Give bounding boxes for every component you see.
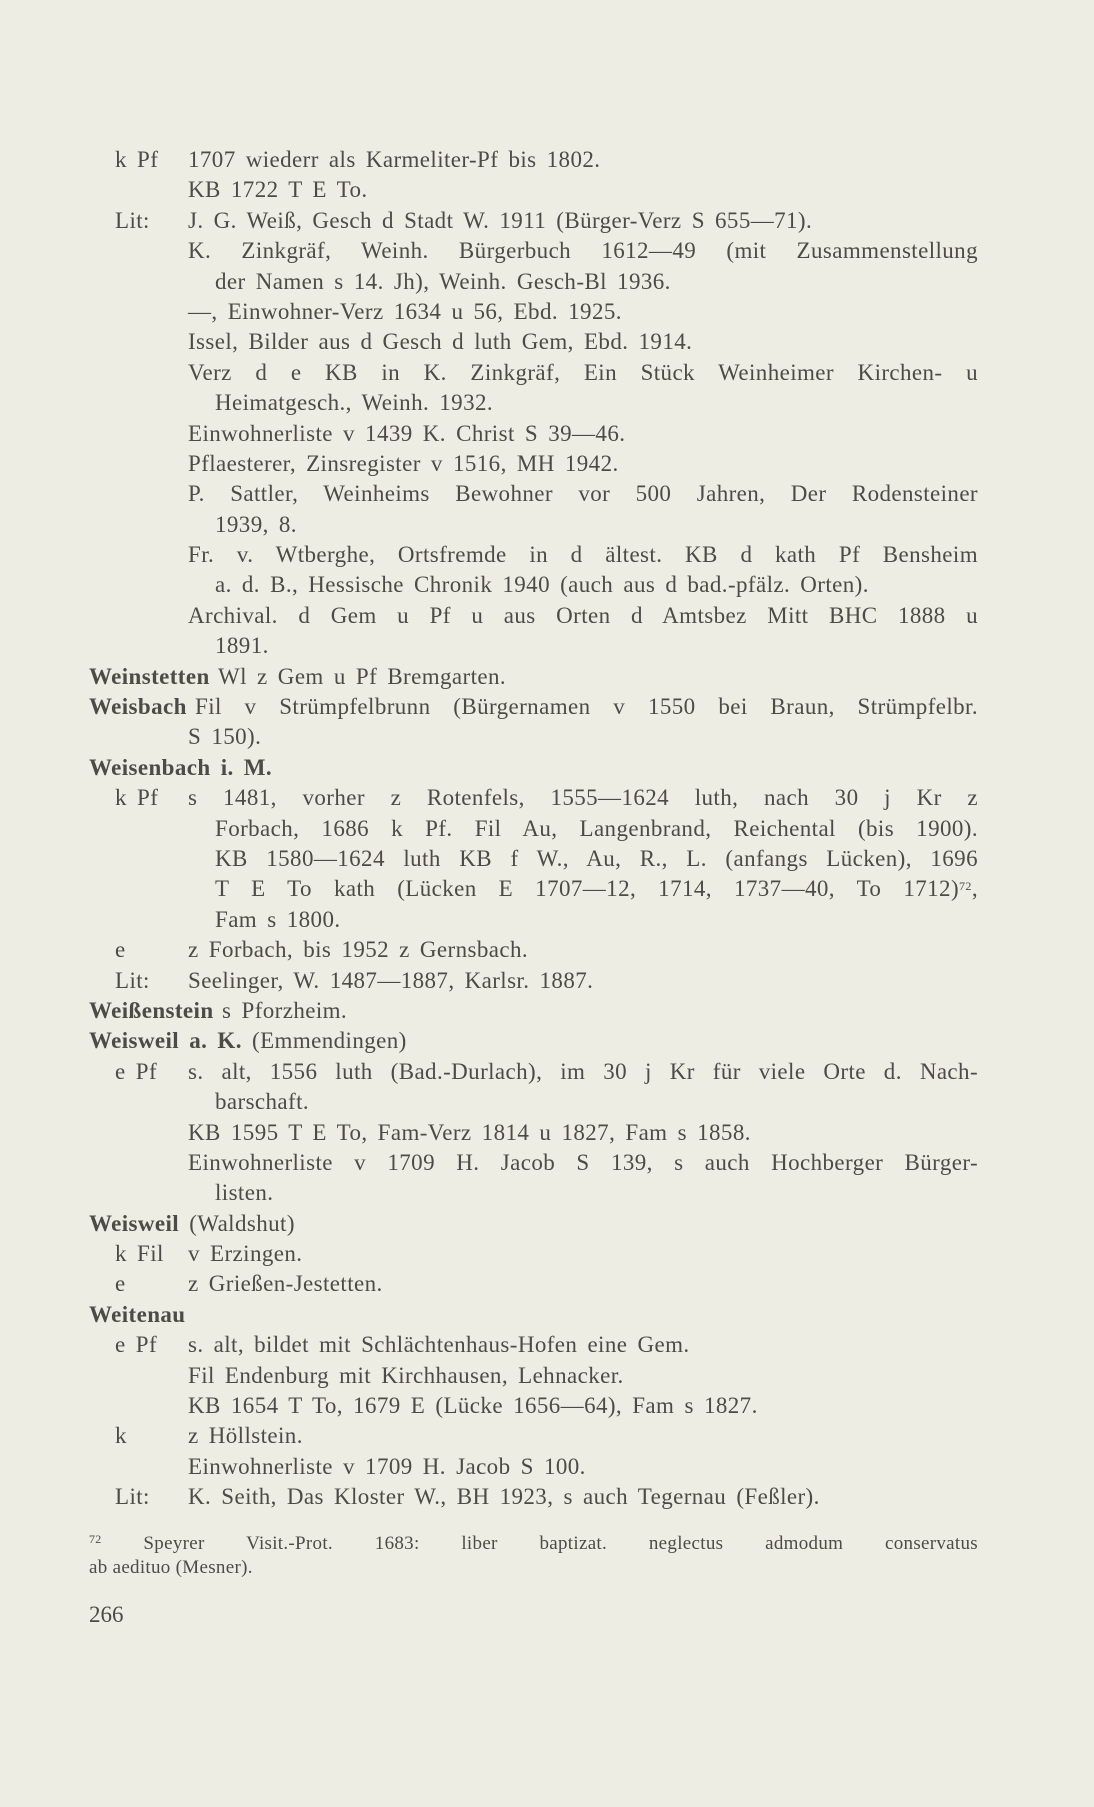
entry-text: Verz d e KB in K. Zinkgräf, Ein Stück Weinheimer Kirchen- u: [188, 359, 978, 385]
headword-district: (Emmendingen): [252, 1028, 407, 1054]
footnote-line: ab aedituo (Mesner).: [89, 1557, 253, 1578]
entry-text: listen.: [215, 1180, 274, 1206]
headword-name: Weisenbach i. M.: [89, 754, 273, 780]
text-line: [0, 479, 1094, 509]
page-number: 266: [89, 1602, 124, 1627]
entry-text: Einwohnerliste v 1709 H. Jacob S 100.: [188, 1453, 586, 1479]
entry-text: KB 1654 T To, 1679 E (Lücke 1656—64), Fam s 1827.: [188, 1393, 758, 1419]
text-line: [0, 1391, 1094, 1421]
text-line: [0, 601, 1094, 631]
text-line: [0, 1482, 1094, 1512]
entry-text: Issel, Bilder aus d Gesch d luth Gem, Ebd. 1914.: [188, 329, 693, 355]
text-line: [0, 935, 1094, 965]
entry-text: Archival. d Gem u Pf u aus Orten d Amtsbez Mitt BHC 1888 u: [188, 602, 978, 628]
entry-label: Lit:: [115, 967, 150, 993]
footnote-marker: 72: [89, 1532, 102, 1546]
headword: [89, 662, 210, 692]
text-line: [0, 722, 1094, 752]
entry-text: 1707 wiederr als Karmeliter-Pf bis 1802.: [188, 147, 601, 172]
text-line: [0, 1148, 1094, 1178]
text-line: [0, 814, 1094, 844]
entry-label: k Fil: [115, 1241, 164, 1267]
entry-label: k: [115, 1423, 127, 1449]
entry-text: Pflaesterer, Zinsregister v 1516, MH 1942.: [188, 450, 619, 476]
headword-name: Weisbach: [89, 694, 187, 720]
text-line: [0, 905, 1094, 935]
footnote-text: Speyrer Visit.-Prot. 1683: liber baptizat. neglectus admodum conservatus: [143, 1533, 978, 1554]
headword: [89, 1300, 185, 1330]
entry-label: k Pf: [115, 147, 159, 172]
headword-line: [0, 996, 1094, 1026]
text-line: [0, 783, 1094, 813]
footnote-ref: 72: [959, 879, 972, 894]
entry-label: e Pf: [115, 1332, 158, 1358]
entry-text: Einwohnerliste v 1439 K. Christ S 39—46.: [188, 420, 626, 446]
entry-text: Fr. v. Wtberghe, Ortsfremde in d ältest. KB d kath Pf Bensheim: [188, 542, 978, 568]
entry-label: e: [115, 1271, 126, 1297]
entry-text: Fil v Strümpfelbrunn (Bürgernamen v 1550 bei Braun, Strümpfelbr.: [195, 694, 978, 720]
entry-text: a. d. B., Hessische Chronik 1940 (auch aus d bad.-pfälz. Orten).: [215, 572, 869, 598]
text-line: [0, 540, 1094, 570]
entry-label: k Pf: [115, 785, 159, 811]
entry-label: e Pf: [115, 1058, 158, 1084]
text-line: [0, 358, 1094, 388]
headword-name: Weißenstein: [89, 997, 214, 1023]
entry-text: 1939, 8.: [215, 511, 297, 537]
text-line: [0, 1239, 1094, 1269]
entry-text: v Erzingen.: [188, 1241, 303, 1267]
entry-text: KB 1580—1624 luth KB f W., Au, R., L. (anfangs Lücken), 1696: [215, 845, 978, 871]
headword-line: [0, 1300, 1094, 1330]
text-line: [0, 236, 1094, 266]
headword-line: [0, 692, 1094, 722]
entry-text: K. Seith, Das Kloster W., BH 1923, s auch Tegernau (Feßler).: [188, 1484, 820, 1510]
entry-text: barschaft.: [215, 1089, 310, 1115]
entry-text: s 1481, vorher z Rotenfels, 1555—1624 luth, nach 30 j Kr z: [188, 785, 978, 811]
text-line: [0, 145, 1094, 175]
text-line: [0, 419, 1094, 449]
text-line: [0, 631, 1094, 661]
entry-text: K. Zinkgräf, Weinh. Bürgerbuch 1612—49 (mit Zusammenstellung: [188, 238, 978, 264]
entry-text: Forbach, 1686 k Pf. Fil Au, Langenbrand, Reichental (bis 1900).: [215, 815, 978, 841]
entry-text: Seelinger, W. 1487—1887, Karlsr. 1887.: [188, 967, 594, 993]
text-line: [0, 1178, 1094, 1208]
text-line: [0, 1361, 1094, 1391]
headword: [89, 1209, 295, 1239]
text-line: [0, 874, 1094, 904]
entry-text: Fil Endenburg mit Kirchhausen, Lehnacker.: [188, 1362, 624, 1388]
text-line: [0, 388, 1094, 418]
entry-text: Heimatgesch., Weinh. 1932.: [215, 390, 494, 416]
headword: [89, 692, 187, 722]
text-line: [0, 1330, 1094, 1360]
entry-text: S 150).: [188, 724, 262, 750]
text-line: [0, 966, 1094, 996]
text-line: [0, 206, 1094, 236]
headword: [89, 996, 214, 1026]
text-line: [0, 449, 1094, 479]
headword-name: Weisweil a. K.: [89, 1028, 242, 1054]
entry-text: z Grießen-Jestetten.: [188, 1271, 383, 1297]
text-line: [0, 297, 1094, 327]
headword-line: [0, 753, 1094, 783]
text-line: [0, 1269, 1094, 1299]
entry-text: P. Sattler, Weinheims Bewohner vor 500 Jahren, Der Rodensteiner: [188, 481, 978, 507]
headword-name: Weitenau: [89, 1301, 186, 1327]
headword-name: Weinstetten: [89, 663, 210, 689]
text-line: [0, 570, 1094, 600]
text-line: [0, 510, 1094, 540]
entry-text: z Höllstein.: [188, 1423, 303, 1449]
footnote-line: [89, 1532, 978, 1556]
entry-text: Fam s 1800.: [215, 906, 341, 932]
headword-district: (Waldshut): [189, 1210, 295, 1236]
text-line: [0, 1057, 1094, 1087]
entry-text: Wl z Gem u Pf Bremgarten.: [218, 663, 507, 689]
main-text: [0, 145, 1094, 1513]
entry-text: J. G. Weiß, Gesch d Stadt W. 1911 (Bürger-Verz S 655—71).: [188, 207, 813, 233]
text-line: [0, 1087, 1094, 1117]
entry-text: KB 1722 T E To.: [188, 177, 368, 203]
entry-text: der Namen s 14. Jh), Weinh. Gesch-Bl 1936.: [215, 268, 671, 294]
headword-name: Weisweil: [89, 1210, 180, 1236]
headword: [89, 753, 272, 783]
text-line: [0, 267, 1094, 297]
entry-text: Einwohnerliste v 1709 H. Jacob S 139, s auch Hochberger Bürger-: [188, 1149, 978, 1175]
entry-text: s. alt, 1556 luth (Bad.-Durlach), im 30 j Kr für viele Orte d. Nach-: [188, 1058, 978, 1084]
text-line: [0, 1421, 1094, 1451]
entry-text: s Pforzheim.: [222, 997, 348, 1023]
text-line: [0, 175, 1094, 205]
entry-label: Lit:: [115, 207, 150, 233]
text-line: [0, 844, 1094, 874]
text-line: [0, 327, 1094, 357]
entry-text: KB 1595 T E To, Fam-Verz 1814 u 1827, Fam s 1858.: [188, 1119, 751, 1145]
entry-label: e: [115, 937, 126, 963]
entry-text: 1891.: [215, 633, 269, 659]
text-line: [0, 1452, 1094, 1482]
entry-text: z Forbach, bis 1952 z Gernsbach.: [188, 937, 529, 963]
headword-line: [0, 1209, 1094, 1239]
entry-label: Lit:: [115, 1484, 150, 1510]
headword-line: [0, 662, 1094, 692]
entry-text: T E To kath (Lücken E 1707—12, 1714, 1737—40, To 1712)$^{72}$,: [215, 876, 978, 902]
entry-text: —, Einwohner-Verz 1634 u 56, Ebd. 1925.: [188, 298, 622, 324]
headword: [89, 1026, 407, 1056]
entry-text: s. alt, bildet mit Schlächtenhaus-Hofen eine Gem.: [188, 1332, 690, 1358]
headword-line: [0, 1026, 1094, 1056]
text-line: [0, 1118, 1094, 1148]
footnote: [89, 1532, 978, 1580]
